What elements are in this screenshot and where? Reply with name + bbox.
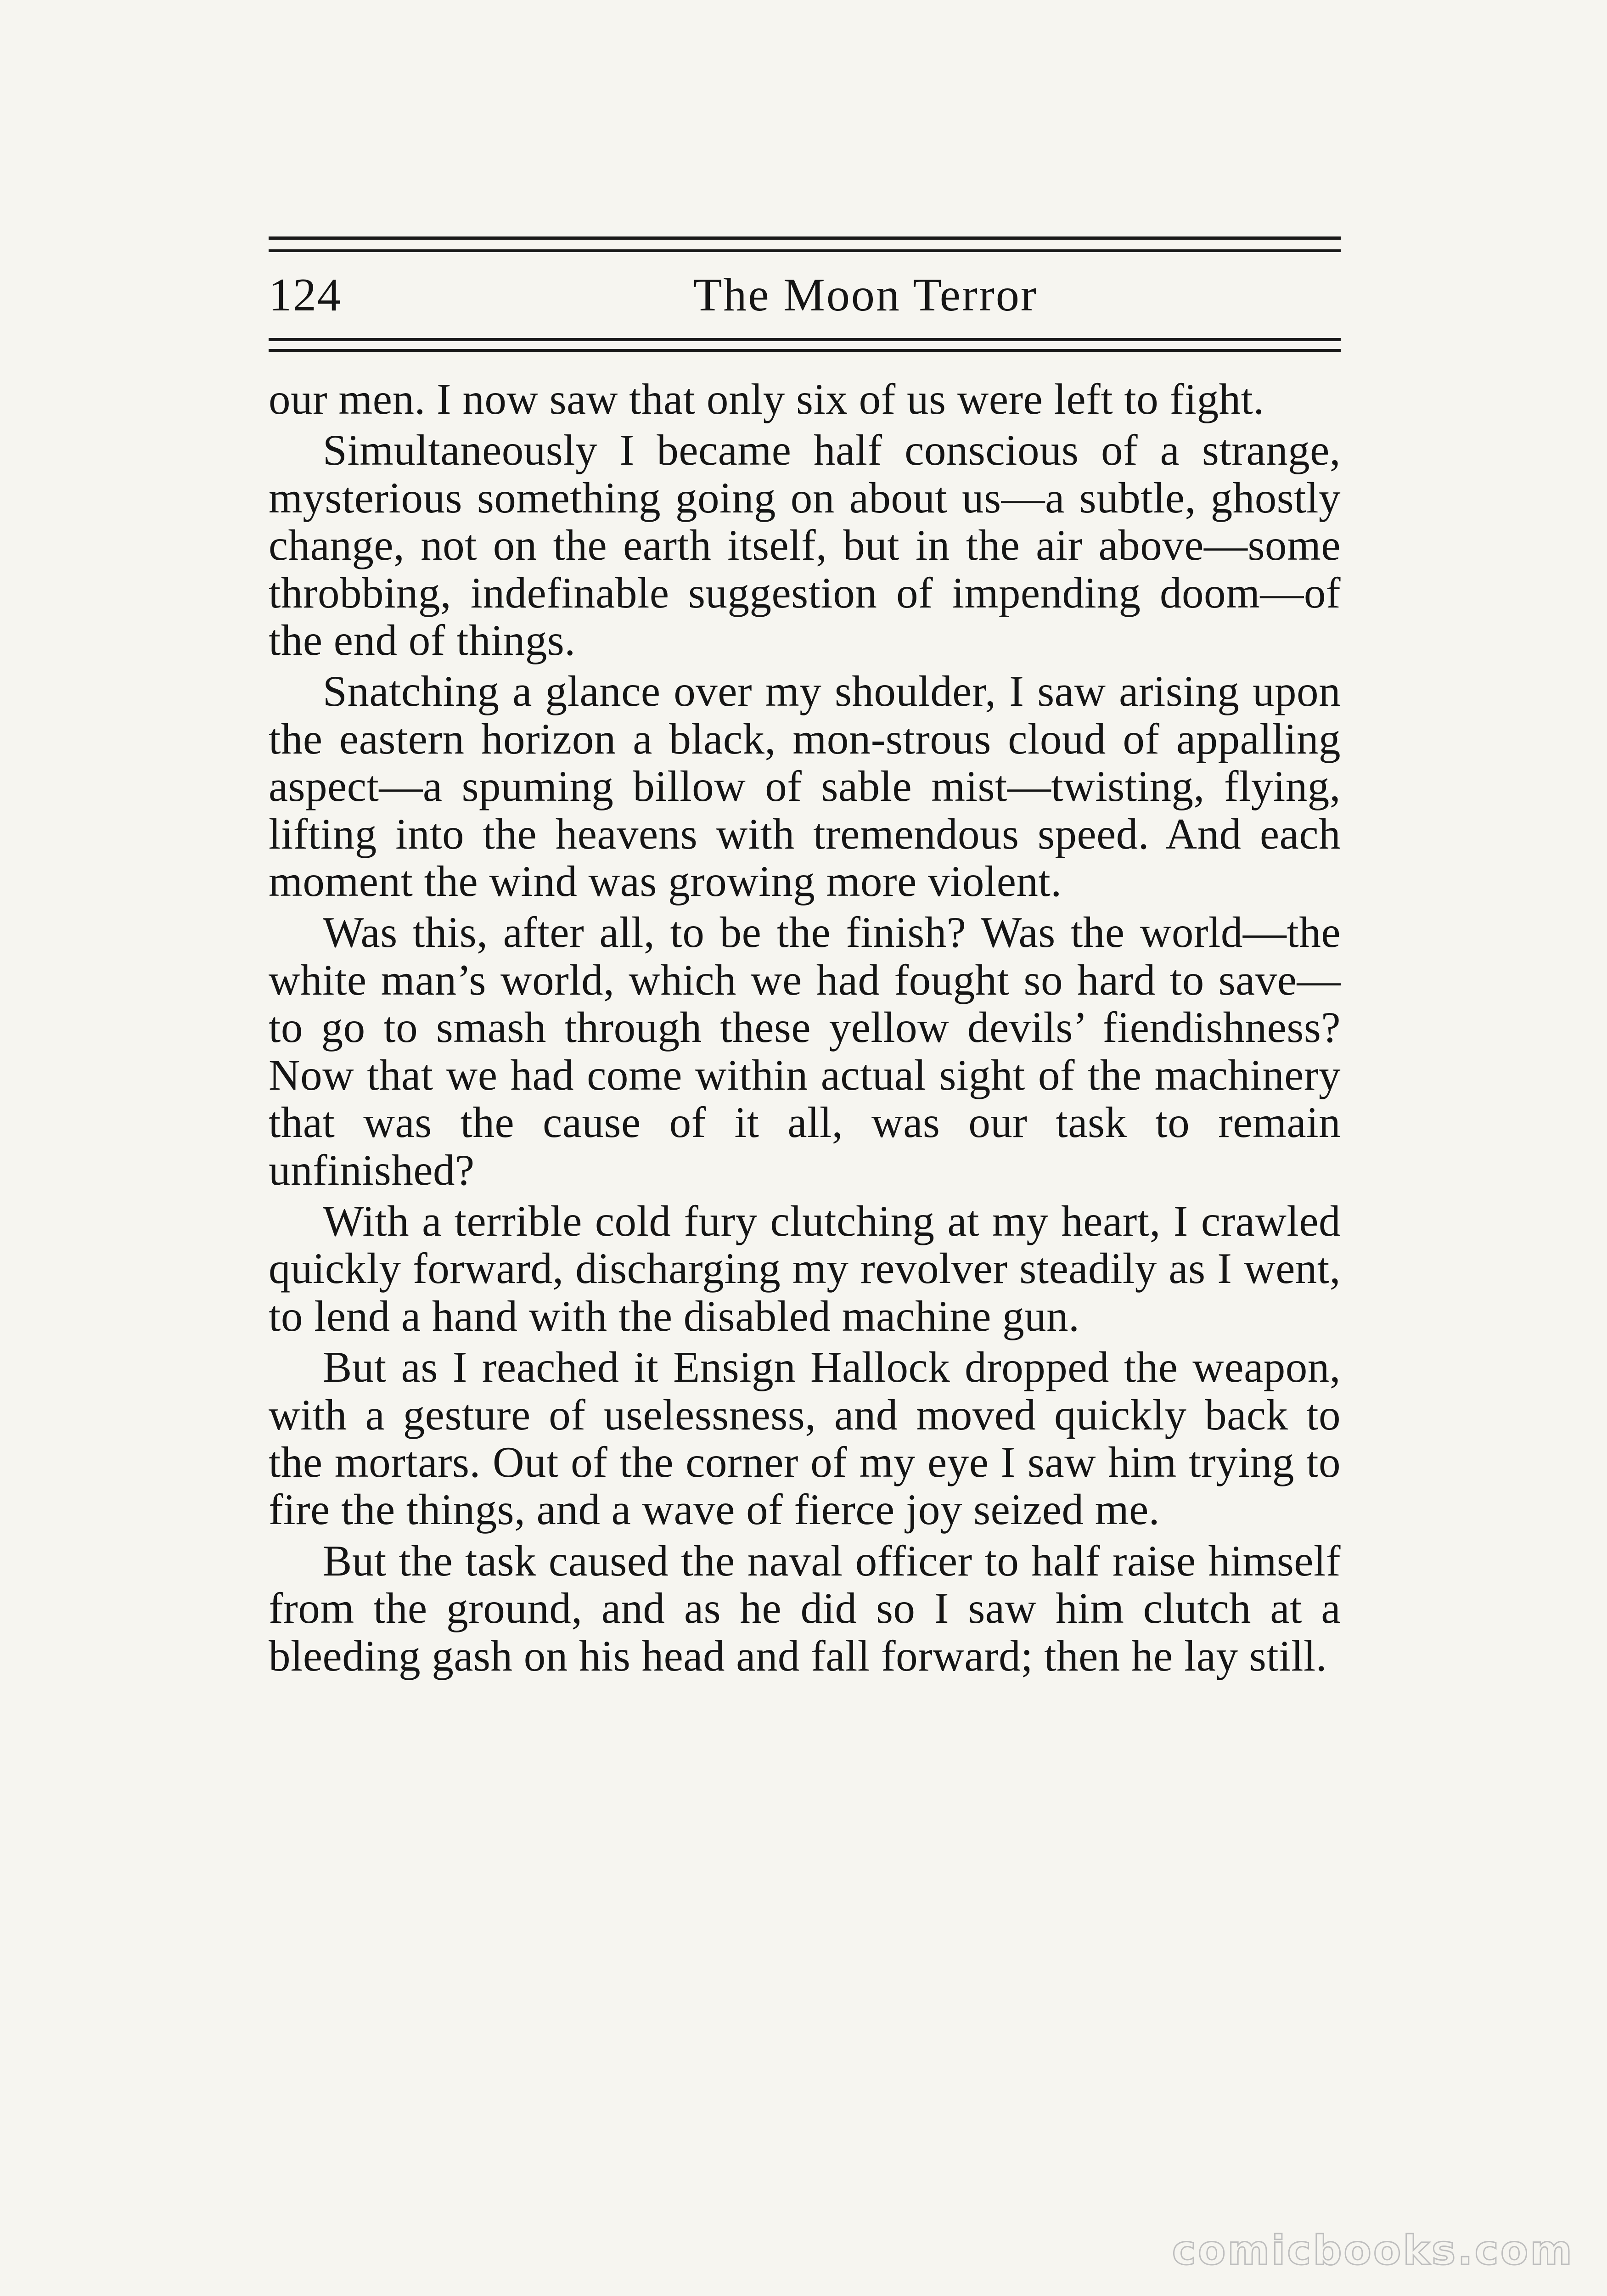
header-rule-bottom-inner <box>269 349 1341 352</box>
paragraph: Was this, after all, to be the finish? Was the world—the white man’s world, which we had fought so hard to save—to go to smash through these yellow devils’ fiendishness? Now that we had come within actual sight of the machinery that was the cause of it all, was our task to remain unfinished? <box>269 908 1341 1194</box>
paragraph: But the task caused the naval officer to half raise himself from the ground, and as he did so I saw him clutch at a bleeding gash on his head and fall forward; then he lay still. <box>269 1536 1341 1680</box>
paragraph: Simultaneously I became half conscious of a strange, mysterious something going on about us—a subtle, ghostly change, not on the earth itself, but in the air above—some throbbing, indefinable suggestion of impending doom—of the end of things. <box>269 426 1341 665</box>
header-rule-top-outer <box>269 236 1341 240</box>
paragraph: Snatching a glance over my shoulder, I saw arising upon the eastern horizon a black, mon-strous cloud of appalling aspect—a spuming billow of sable mist—twisting, flying, lifting into the heavens with tremendous speed. And each moment the wind was growing more violent. <box>269 667 1341 906</box>
paragraph: But as I reached it Ensign Hallock dropped the weapon, with a gesture of uselessness, and moved quickly back to the mortars. Out of the corner of my eye I saw him trying to fire the things, and a wave of fierce joy seized me. <box>269 1343 1341 1534</box>
paragraph: With a terrible cold fury clutching at my heart, I crawled quickly forward, discharging my revolver steadily as I went, to lend a hand with the disabled machine gun. <box>269 1196 1341 1340</box>
paragraph-continuation: our men. I now saw that only six of us were left to fight. <box>269 375 1264 423</box>
watermark: comicbooks.com <box>1172 2227 1574 2274</box>
header-rule-top-inner <box>269 249 1341 252</box>
body-text <box>269 376 1341 1683</box>
header-rule-bottom-outer <box>269 338 1341 341</box>
running-title: The Moon Terror <box>693 269 1038 321</box>
page-header <box>269 259 1341 331</box>
page-number: 124 <box>269 269 342 321</box>
